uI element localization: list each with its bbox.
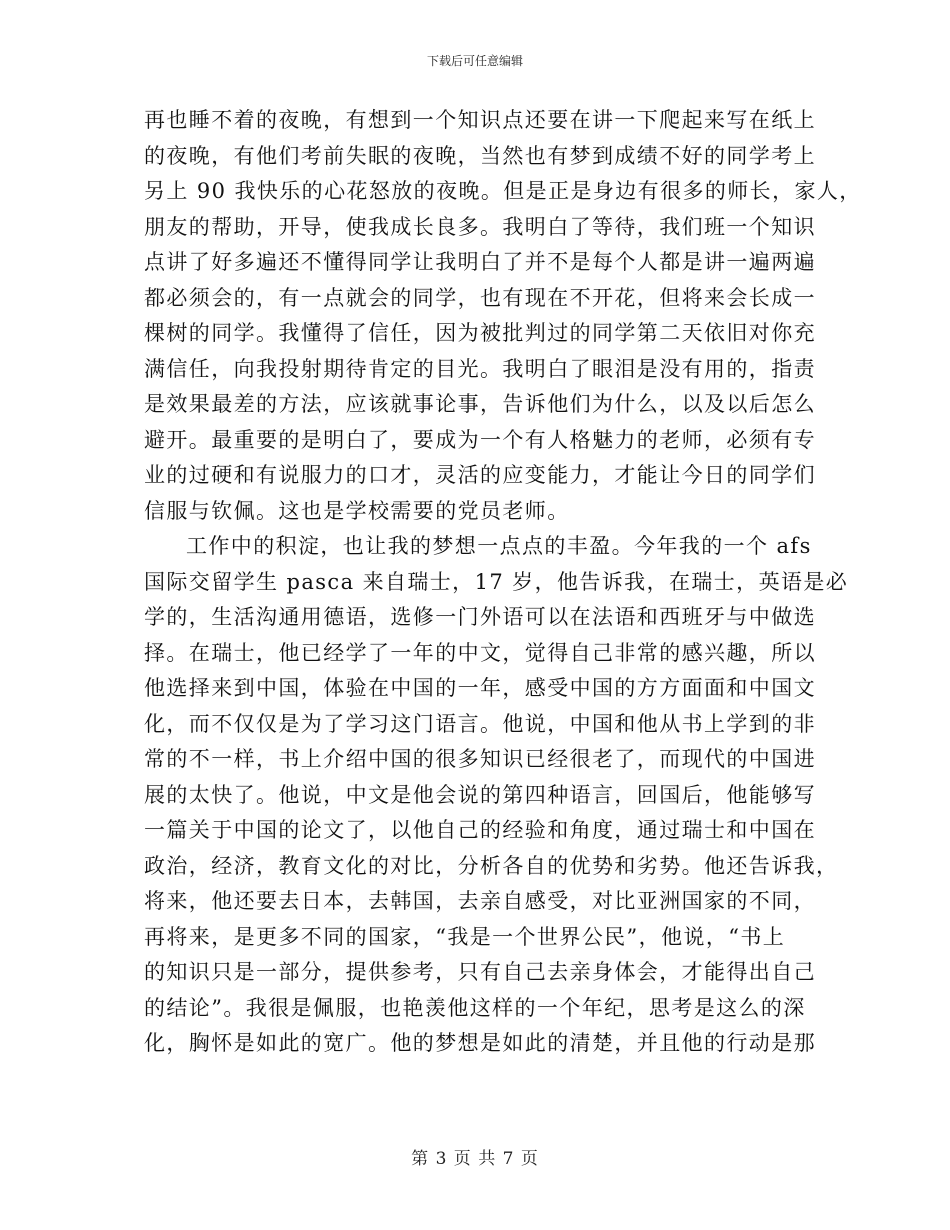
text-line: 业的过硬和有说服力的口才，灵活的应变能力，才能让今日的同学们: [144, 463, 816, 487]
text-line: 的知识只是一部分，提供参考，只有自己去亲身体会，才能得出自己: [144, 960, 816, 984]
text-line: 政治，经济，教育文化的对比，分析各自的优势和劣势。他还告诉我，: [144, 853, 839, 878]
document-body: [144, 103, 862, 1062]
text-line: 点讲了好多遍还不懂得同学让我明白了并不是每个人都是讲一遍两遍: [144, 250, 816, 274]
page-number-footer: 第 3 页 共 7 页: [411, 1149, 539, 1169]
text-line: 他选择来到中国，体验在中国的一年，感受中国的方方面面和中国文: [144, 676, 816, 700]
text-line: 另上 90 我快乐的心花怒放的夜晚。但是正是身边有很多的师长，家人，: [144, 179, 862, 203]
text-line: 是效果最差的方法，应该就事论事，告诉他们为什么，以及以后怎么: [144, 392, 816, 416]
text-line: 满信任，向我投射期待肯定的目光。我明白了眼泪是没有用的，指责: [144, 356, 816, 381]
text-line: 再也睡不着的夜晚，有想到一个知识点还要在讲一下爬起来写在纸上: [144, 108, 816, 132]
text-line: 国际交留学生 pasca 来自瑞士，17 岁，他告诉我，在瑞士，英语是必: [144, 569, 849, 594]
text-line: 化，胸怀是如此的宽广。他的梦想是如此的清楚，并且他的行动是那: [144, 1031, 816, 1055]
text-line: 将来，他还要去日本，去韩国，去亲自感受，对比亚洲国家的不同，: [144, 889, 816, 913]
text-line: 棵树的同学。我懂得了信任，因为被批判过的同学第二天依旧对你充: [144, 321, 816, 345]
text-line: 择。在瑞士，他已经学了一年的中文，觉得自己非常的感兴趣，所以: [144, 640, 816, 665]
text-line: 朋友的帮助，开导，使我成长良多。我明白了等待，我们班一个知识: [144, 214, 816, 239]
text-line: 化，而不仅仅是为了学习这门语言。他说，中国和他从书上学到的非: [144, 711, 816, 736]
text-line: 一篇关于中国的论文了，以他自己的经验和角度，通过瑞士和中国在: [144, 818, 816, 842]
text-line: 学的，生活沟通用德语，选修一门外语可以在法语和西班牙与中做选: [144, 605, 816, 629]
text-line: 的结论”。我很是佩服，也艳羡他这样的一个年纪，思考是这么的深: [144, 995, 806, 1020]
text-line: 常的不一样，书上介绍中国的很多知识已经很老了，而现代的中国进: [144, 747, 816, 771]
text-line: 的夜晚，有他们考前失眠的夜晚，当然也有梦到成绩不好的同学考上: [144, 143, 816, 168]
text-line: 再将来，是更多不同的国家，“我是一个世界公民”，他说，“书上: [144, 924, 786, 949]
page-header: 下载后可任意编辑: [426, 54, 523, 68]
paragraph-first-line: 工作中的积淀，也让我的梦想一点点的丰盈。今年我的一个 afs: [186, 534, 812, 558]
text-line: 避开。最重要的是明白了，要成为一个有人格魅力的老师，必须有专: [144, 427, 816, 452]
text-line: 信服与钦佩。这也是学校需要的党员老师。: [144, 498, 570, 523]
text-line: 展的太快了。他说，中文是他会说的第四种语言，回国后，他能够写: [144, 782, 816, 807]
text-line: 都必须会的，有一点就会的同学，也有现在不开花，但将来会长成一: [144, 285, 816, 310]
